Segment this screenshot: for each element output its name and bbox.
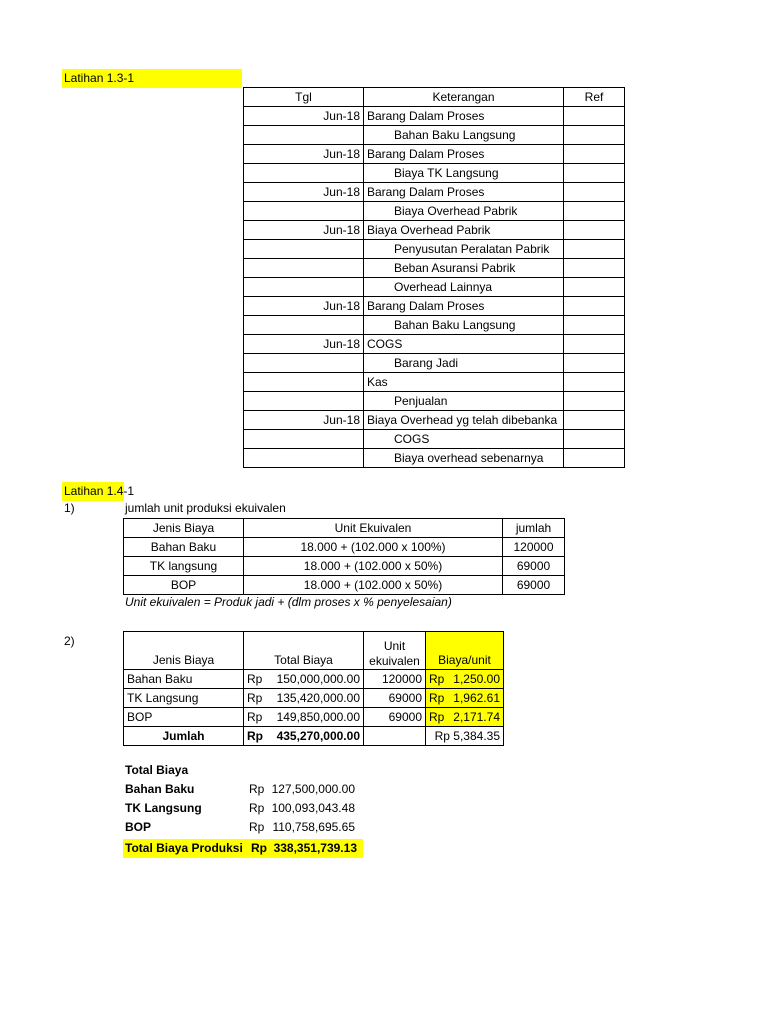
cost-per-unit-value: 1,962.61 <box>453 691 500 705</box>
cost-unit: 120000 <box>364 670 426 689</box>
journal-date: Jun-18 <box>244 411 364 430</box>
cost-header-total: Total Biaya <box>244 632 364 670</box>
cost-header-unit-line2: ekuivalen <box>369 654 420 668</box>
journal-row <box>244 430 625 449</box>
equiv-unit: 18.000 + (102.000 x 50%) <box>244 557 503 576</box>
summary-value: 100,093,043.48 <box>271 801 355 815</box>
journal-ref <box>564 221 625 240</box>
journal-ref <box>564 278 625 297</box>
summary-amount <box>249 782 355 796</box>
journal-date <box>244 354 364 373</box>
cost-row <box>124 708 504 727</box>
cost-row <box>124 689 504 708</box>
journal-ref <box>564 392 625 411</box>
cost-total-per-unit: Rp 5,384.35 <box>426 727 504 746</box>
journal-row <box>244 411 625 430</box>
journal-ref <box>564 335 625 354</box>
cost-header-per-unit: Biaya/unit <box>426 632 504 670</box>
equiv-jumlah: 69000 <box>503 557 565 576</box>
latihan-1-4-1-title-text: Latihan 1.4-1 <box>64 484 135 498</box>
cost-per-unit-value: 1,250.00 <box>453 672 500 686</box>
cost-row <box>124 670 504 689</box>
equiv-header-jenis: Jenis Biaya <box>124 519 244 538</box>
journal-description: Bahan Baku Langsung <box>364 126 564 145</box>
part-1-label: jumlah unit produksi ekuivalen <box>125 501 286 515</box>
equiv-row <box>124 557 565 576</box>
journal-description: Biaya Overhead Pabrik <box>364 202 564 221</box>
journal-ref <box>564 107 625 126</box>
journal-row <box>244 126 625 145</box>
summary-value: 127,500,000.00 <box>271 782 355 796</box>
summary-title: Total Biaya <box>125 763 189 777</box>
journal-date <box>244 449 364 468</box>
journal-date <box>244 278 364 297</box>
journal-description: Biaya TK Langsung <box>364 164 564 183</box>
journal-date <box>244 430 364 449</box>
cost-per-unit <box>426 670 504 689</box>
journal-description: Barang Dalam Proses <box>364 297 564 316</box>
journal-description: Kas <box>364 373 564 392</box>
journal-row <box>244 221 625 240</box>
journal-header-ref: Ref <box>564 88 625 107</box>
journal-row <box>244 240 625 259</box>
journal-row <box>244 145 625 164</box>
cost-header-unit <box>364 632 426 670</box>
journal-date <box>244 202 364 221</box>
cost-total-value: 135,420,000.00 <box>276 691 360 705</box>
journal-row <box>244 354 625 373</box>
cost-total-currency: Rp <box>247 672 263 686</box>
journal-description: Biaya Overhead yg telah dibebanka <box>364 411 564 430</box>
journal-row <box>244 202 625 221</box>
journal-ref <box>564 240 625 259</box>
journal-date <box>244 392 364 411</box>
cost-per-unit-currency: Rp <box>429 691 445 705</box>
journal-date <box>244 373 364 392</box>
cost-total-value: 149,850,000.00 <box>276 710 360 724</box>
journal-ref <box>564 145 625 164</box>
cost-total-row <box>124 727 504 746</box>
summary-value: 110,758,695.65 <box>272 820 355 834</box>
journal-header-row <box>244 88 625 107</box>
journal-table <box>243 87 625 468</box>
journal-date: Jun-18 <box>244 107 364 126</box>
equiv-unit: 18.000 + (102.000 x 100%) <box>244 538 503 557</box>
journal-ref <box>564 259 625 278</box>
journal-ref <box>564 164 625 183</box>
cost-jenis: Bahan Baku <box>124 670 244 689</box>
journal-row <box>244 259 625 278</box>
journal-row <box>244 449 625 468</box>
journal-date: Jun-18 <box>244 183 364 202</box>
journal-description: Penyusutan Peralatan Pabrik <box>364 240 564 259</box>
cost-total <box>244 689 364 708</box>
cost-header-jenis: Jenis Biaya <box>124 632 244 670</box>
summary-label: Bahan Baku <box>125 782 195 796</box>
equiv-note: Unit ekuivalen = Produk jadi + (dlm proses x % penyelesaian) <box>125 595 452 609</box>
journal-ref <box>564 202 625 221</box>
journal-header-keterangan: Keterangan <box>364 88 564 107</box>
cost-total-currency: Rp <box>247 691 263 705</box>
journal-description: Bahan Baku Langsung <box>364 316 564 335</box>
latihan-1-3-1-title-text: Latihan 1.3-1 <box>64 71 135 85</box>
summary-total-label: Total Biaya Produksi <box>125 841 243 855</box>
summary-total-amount <box>251 839 357 858</box>
journal-description: COGS <box>364 430 564 449</box>
summary-amount <box>249 820 355 834</box>
cost-total-currency: Rp <box>247 710 263 724</box>
summary-currency: Rp <box>249 782 265 796</box>
journal-description: Barang Dalam Proses <box>364 183 564 202</box>
journal-row <box>244 107 625 126</box>
journal-date: Jun-18 <box>244 145 364 164</box>
journal-date <box>244 240 364 259</box>
journal-ref <box>564 316 625 335</box>
equiv-unit: 18.000 + (102.000 x 50%) <box>244 576 503 595</box>
summary-currency: Rp <box>249 820 265 834</box>
equiv-row <box>124 576 565 595</box>
journal-row <box>244 164 625 183</box>
journal-ref <box>564 373 625 392</box>
journal-date: Jun-18 <box>244 297 364 316</box>
summary-row <box>125 820 355 834</box>
cost-per-unit <box>426 689 504 708</box>
cost-total-label: Jumlah <box>124 727 244 746</box>
equiv-jenis: BOP <box>124 576 244 595</box>
journal-date <box>244 259 364 278</box>
journal-ref <box>564 354 625 373</box>
journal-row <box>244 278 625 297</box>
cost-per-unit-value: 2,171.74 <box>453 710 500 724</box>
cost-per-unit-table <box>123 631 504 746</box>
part-1-number: 1) <box>64 501 75 515</box>
cost-total-value: 150,000,000.00 <box>276 672 360 686</box>
journal-ref <box>564 449 625 468</box>
cost-jenis: BOP <box>124 708 244 727</box>
equiv-jenis: Bahan Baku <box>124 538 244 557</box>
equiv-header-row <box>124 519 565 538</box>
cost-header-row <box>124 632 504 670</box>
equiv-jenis: TK langsung <box>124 557 244 576</box>
journal-description: Beban Asuransi Pabrik <box>364 259 564 278</box>
journal-ref <box>564 126 625 145</box>
summary-total-currency: Rp <box>251 841 267 855</box>
summary-label: BOP <box>125 820 152 834</box>
journal-description: COGS <box>364 335 564 354</box>
journal-row <box>244 392 625 411</box>
journal-ref <box>564 297 625 316</box>
journal-date <box>244 164 364 183</box>
latihan-1-3-1-title <box>62 69 242 88</box>
equiv-jumlah: 69000 <box>503 576 565 595</box>
journal-row <box>244 316 625 335</box>
cost-total <box>244 670 364 689</box>
journal-ref <box>564 183 625 202</box>
journal-ref <box>564 430 625 449</box>
equiv-jumlah: 120000 <box>503 538 565 557</box>
latihan-1-4-1-title <box>62 482 135 501</box>
equivalent-units-table <box>123 518 565 595</box>
cost-grand-total <box>244 727 364 746</box>
summary-label: TK Langsung <box>125 801 202 815</box>
cost-unit: 69000 <box>364 708 426 727</box>
journal-row <box>244 373 625 392</box>
journal-ref <box>564 411 625 430</box>
journal-description: Penjualan <box>364 392 564 411</box>
journal-date <box>244 126 364 145</box>
cost-total <box>244 708 364 727</box>
journal-date: Jun-18 <box>244 335 364 354</box>
journal-description: Biaya Overhead Pabrik <box>364 221 564 240</box>
cost-total-unit-empty <box>364 727 426 746</box>
journal-date <box>244 316 364 335</box>
journal-row <box>244 297 625 316</box>
journal-description: Barang Jadi <box>364 354 564 373</box>
cost-per-unit <box>426 708 504 727</box>
journal-description: Barang Dalam Proses <box>364 145 564 164</box>
cost-per-unit-currency: Rp <box>429 710 445 724</box>
part-2-number: 2) <box>64 634 75 648</box>
equiv-header-jumlah: jumlah <box>503 519 565 538</box>
journal-description: Overhead Lainnya <box>364 278 564 297</box>
summary-row <box>125 782 355 796</box>
summary-currency: Rp <box>249 801 265 815</box>
cost-grand-total-currency: Rp <box>247 729 263 743</box>
cost-header-unit-line1: Unit <box>383 639 406 653</box>
equiv-header-unit: Unit Ekuivalen <box>244 519 503 538</box>
journal-date: Jun-18 <box>244 221 364 240</box>
journal-row <box>244 335 625 354</box>
summary-total-value: 338,351,739.13 <box>273 841 357 855</box>
summary-amount <box>249 801 355 815</box>
journal-header-tgl: Tgl <box>244 88 364 107</box>
cost-per-unit-currency: Rp <box>429 672 445 686</box>
cost-grand-total-value: 435,270,000.00 <box>276 729 360 743</box>
cost-jenis: TK Langsung <box>124 689 244 708</box>
summary-total-row <box>123 839 363 858</box>
journal-description: Biaya overhead sebenarnya <box>364 449 564 468</box>
journal-row <box>244 183 625 202</box>
cost-unit: 69000 <box>364 689 426 708</box>
summary-row <box>125 801 355 815</box>
equiv-row <box>124 538 565 557</box>
journal-description: Barang Dalam Proses <box>364 107 564 126</box>
